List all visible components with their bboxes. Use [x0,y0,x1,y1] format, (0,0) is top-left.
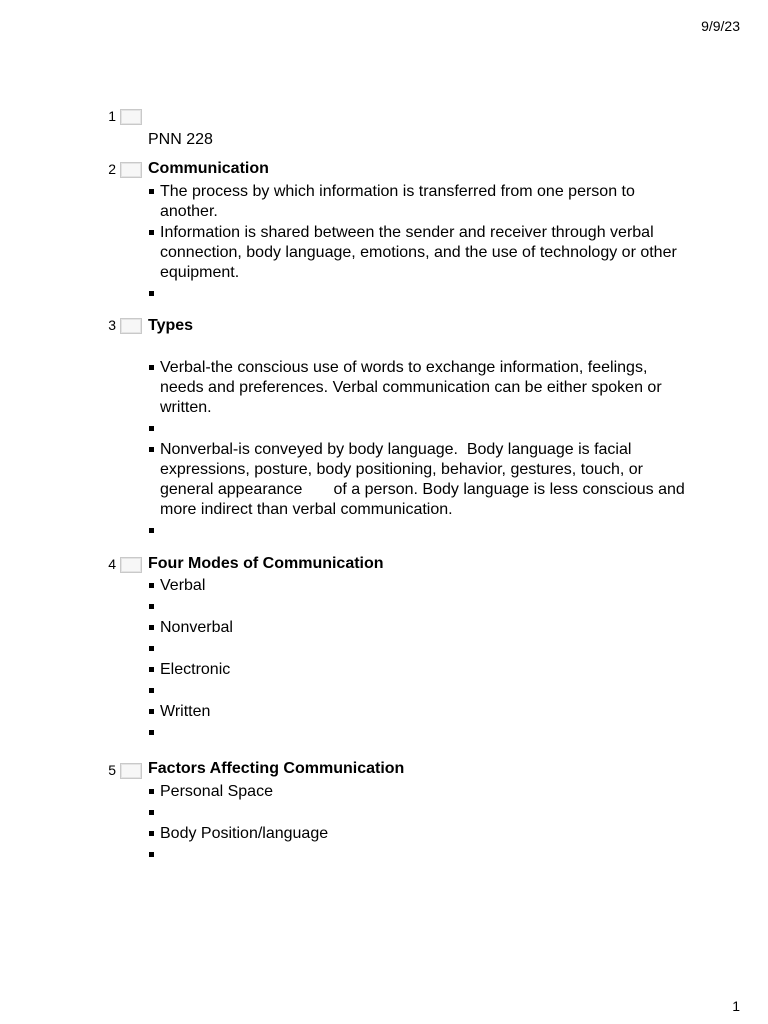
bullet-item-empty [148,803,688,823]
bullet-item: Verbal-the conscious use of words to exchange information, feelings, needs and preferences. Verbal communication can be either spoken or written. [148,358,688,418]
page-date: 9/9/23 [701,18,740,34]
slide-title: Types [148,317,194,334]
bullet-item-empty [148,681,688,701]
slide-title: Communication [148,160,269,177]
bullet-item-empty [148,419,688,439]
bullet-item: Information is shared between the sender and receiver through verbal connection, body language, emotions, and the use of technology or other equipment. [148,223,688,283]
slide-title: Four Modes of Communication [148,555,384,572]
bullet-item-empty [148,639,688,659]
bullet-item-empty [148,597,688,617]
slide-thumbnail-icon[interactable] [120,763,142,779]
bullet-item: Nonverbal [148,618,688,638]
bullet-list [148,782,688,866]
slide-number: 2 [108,161,116,177]
bullet-item: Electronic [148,660,688,680]
bullet-item-empty [148,521,688,541]
slide-thumbnail-icon[interactable] [120,557,142,573]
bullet-item-empty [148,845,688,865]
bullet-item: Verbal [148,576,688,596]
slide-number: 4 [108,556,116,572]
bullet-item-empty [148,284,688,304]
bullet-item: Body Position/language [148,824,688,844]
slide-number: 3 [108,317,116,333]
bullet-item: Written [148,702,688,722]
bullet-list [148,576,688,744]
slide-title: PNN 228 [148,131,213,148]
slide-thumbnail-icon[interactable] [120,109,142,125]
slide-number: 1 [108,108,116,124]
bullet-item: Nonverbal-is conveyed by body language. Body language is facial expressions, posture, body positioning, behavior, gestures, touch, or general appearance of a person. Body language is less conscious and more indirect than verbal communication. [148,440,688,520]
bullet-list [148,182,688,305]
slide-title: Factors Affecting Communication [148,760,405,777]
bullet-list [148,358,688,542]
bullet-item: The process by which information is transferred from one person to another. [148,182,688,222]
bullet-item: Personal Space [148,782,688,802]
slide-number: 5 [108,762,116,778]
slide-thumbnail-icon[interactable] [120,318,142,334]
page-number: 1 [732,998,740,1014]
slide-thumbnail-icon[interactable] [120,162,142,178]
bullet-item-empty [148,723,688,743]
